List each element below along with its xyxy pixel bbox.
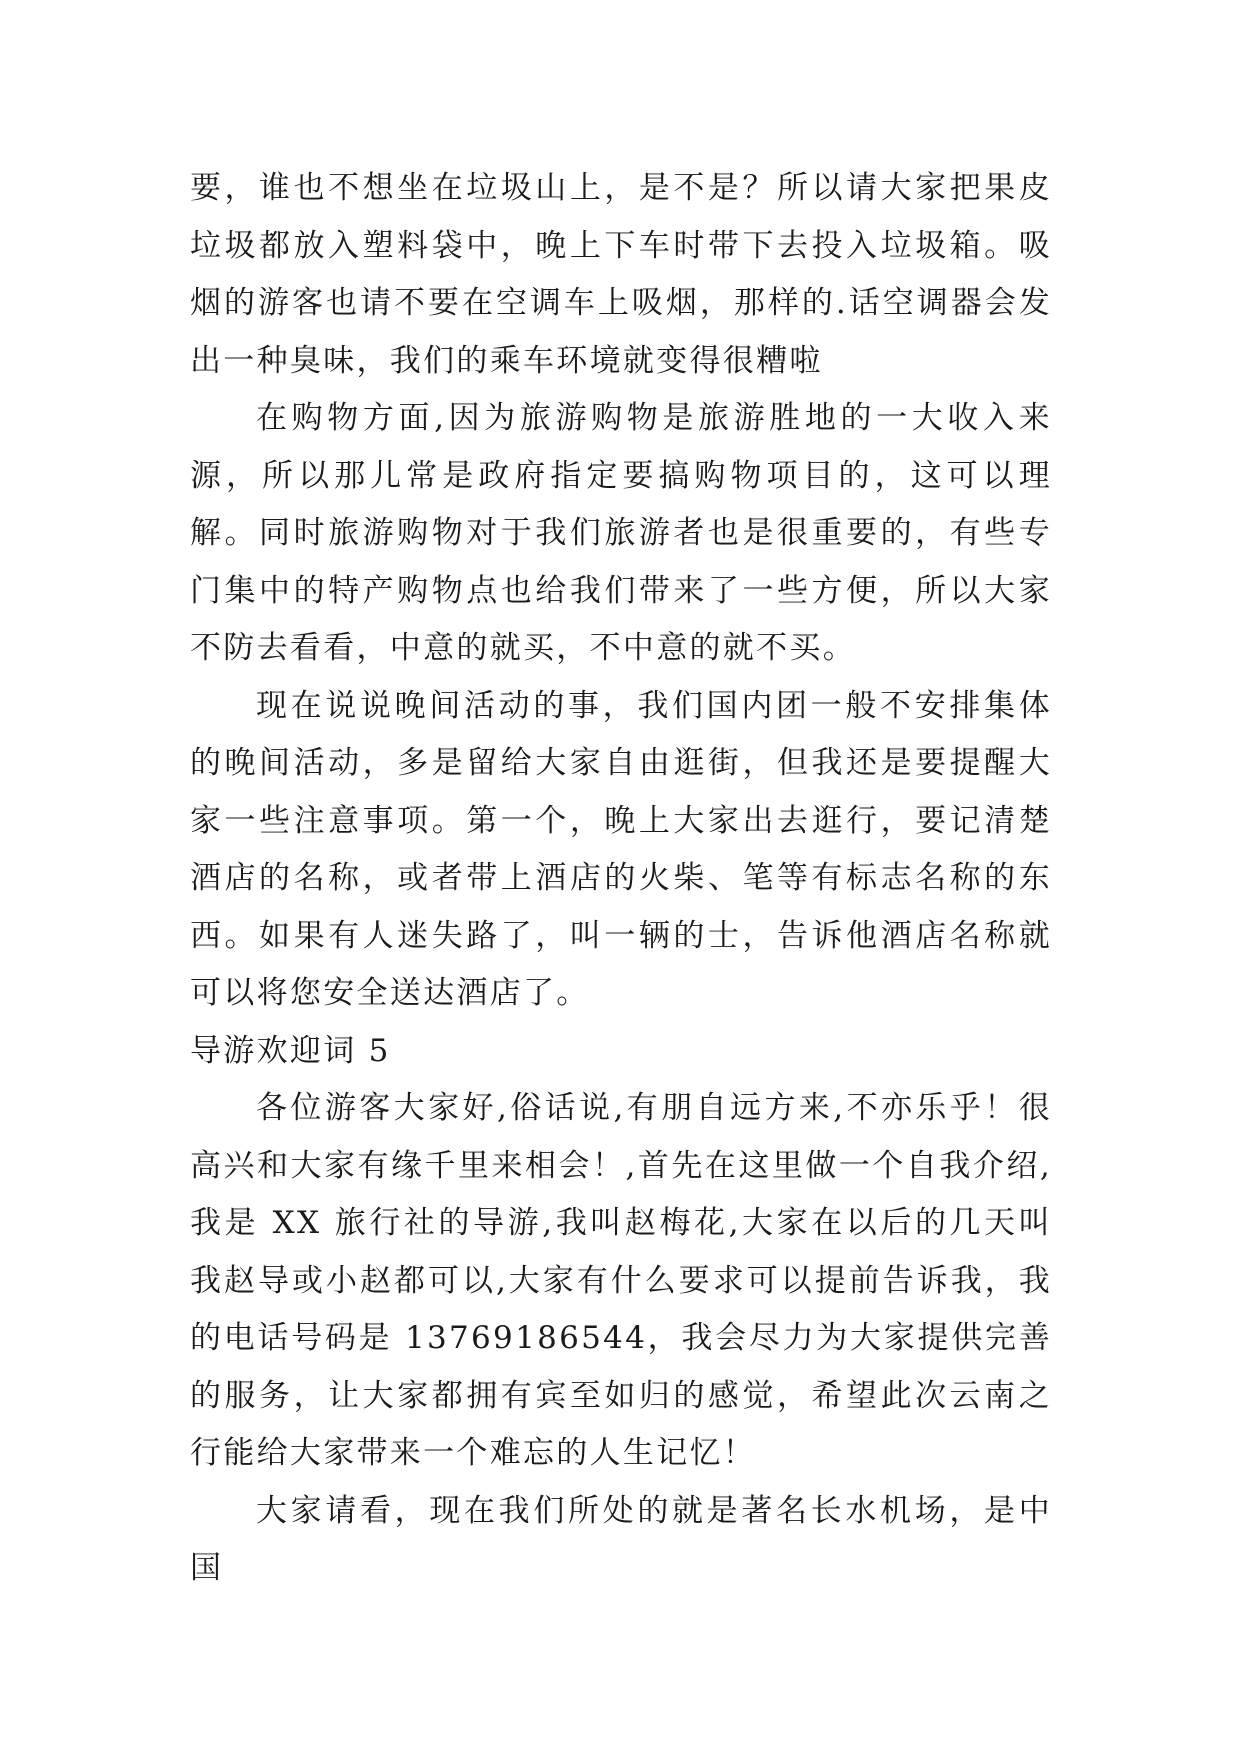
- paragraph-continued: 要，谁也不想坐在垃圾山上，是不是？所以请大家把果皮垃圾都放入塑料袋中，晚上下车时带下去投入垃圾箱。吸烟的游客也请不要在空调车上吸烟，那样的.话空调器会发出一种臭味，我们的乘车环境就变得很糟啦: [190, 170, 1052, 379]
- paragraph-welcome: 各位游客大家好,俗话说,有朋自远方来,不亦乐乎！很高兴和大家有缘千里来相会！,首先在这里做一个自我介绍,我是 XX 旅行社的导游,我叫赵梅花,大家在以后的几天叫我赵导或小赵都可以,大家有什么要求可以提前告诉我，我的电话号码是 13769186544，我会尽力为大家提供完善的服务，让大家都拥有宾至如归的感觉，希望此次云南之行能给大家带来一个难忘的人生记忆！: [190, 1090, 1052, 1471]
- section-heading: 导游欢迎词 5: [190, 1032, 391, 1069]
- document-body: [190, 160, 1052, 1598]
- paragraph-evening-activities: 现在说说晚间活动的事，我们国内团一般不安排集体的晚间活动，多是留给大家自由逛街，但我还是要提醒大家一些注意事项。第一个，晚上大家出去逛行，要记清楚酒店的名称，或者带上酒店的火柴、笔等有标志名称的东西。如果有人迷失路了，叫一辆的士，告诉他酒店名称就可以将您安全送达酒店了。: [190, 687, 1052, 1011]
- paragraph-shopping: 在购物方面,因为旅游购物是旅游胜地的一大收入来源，所以那儿常是政府指定要搞购物项目的，这可以理解。同时旅游购物对于我们旅游者也是很重要的，有些专门集中的特产购物点也给我们带来了一些方便，所以大家不防去看看，中意的就买，不中意的就不买。: [190, 400, 1052, 666]
- paragraph-airport: 大家请看，现在我们所处的就是著名长水机场，是中国: [190, 1492, 1052, 1586]
